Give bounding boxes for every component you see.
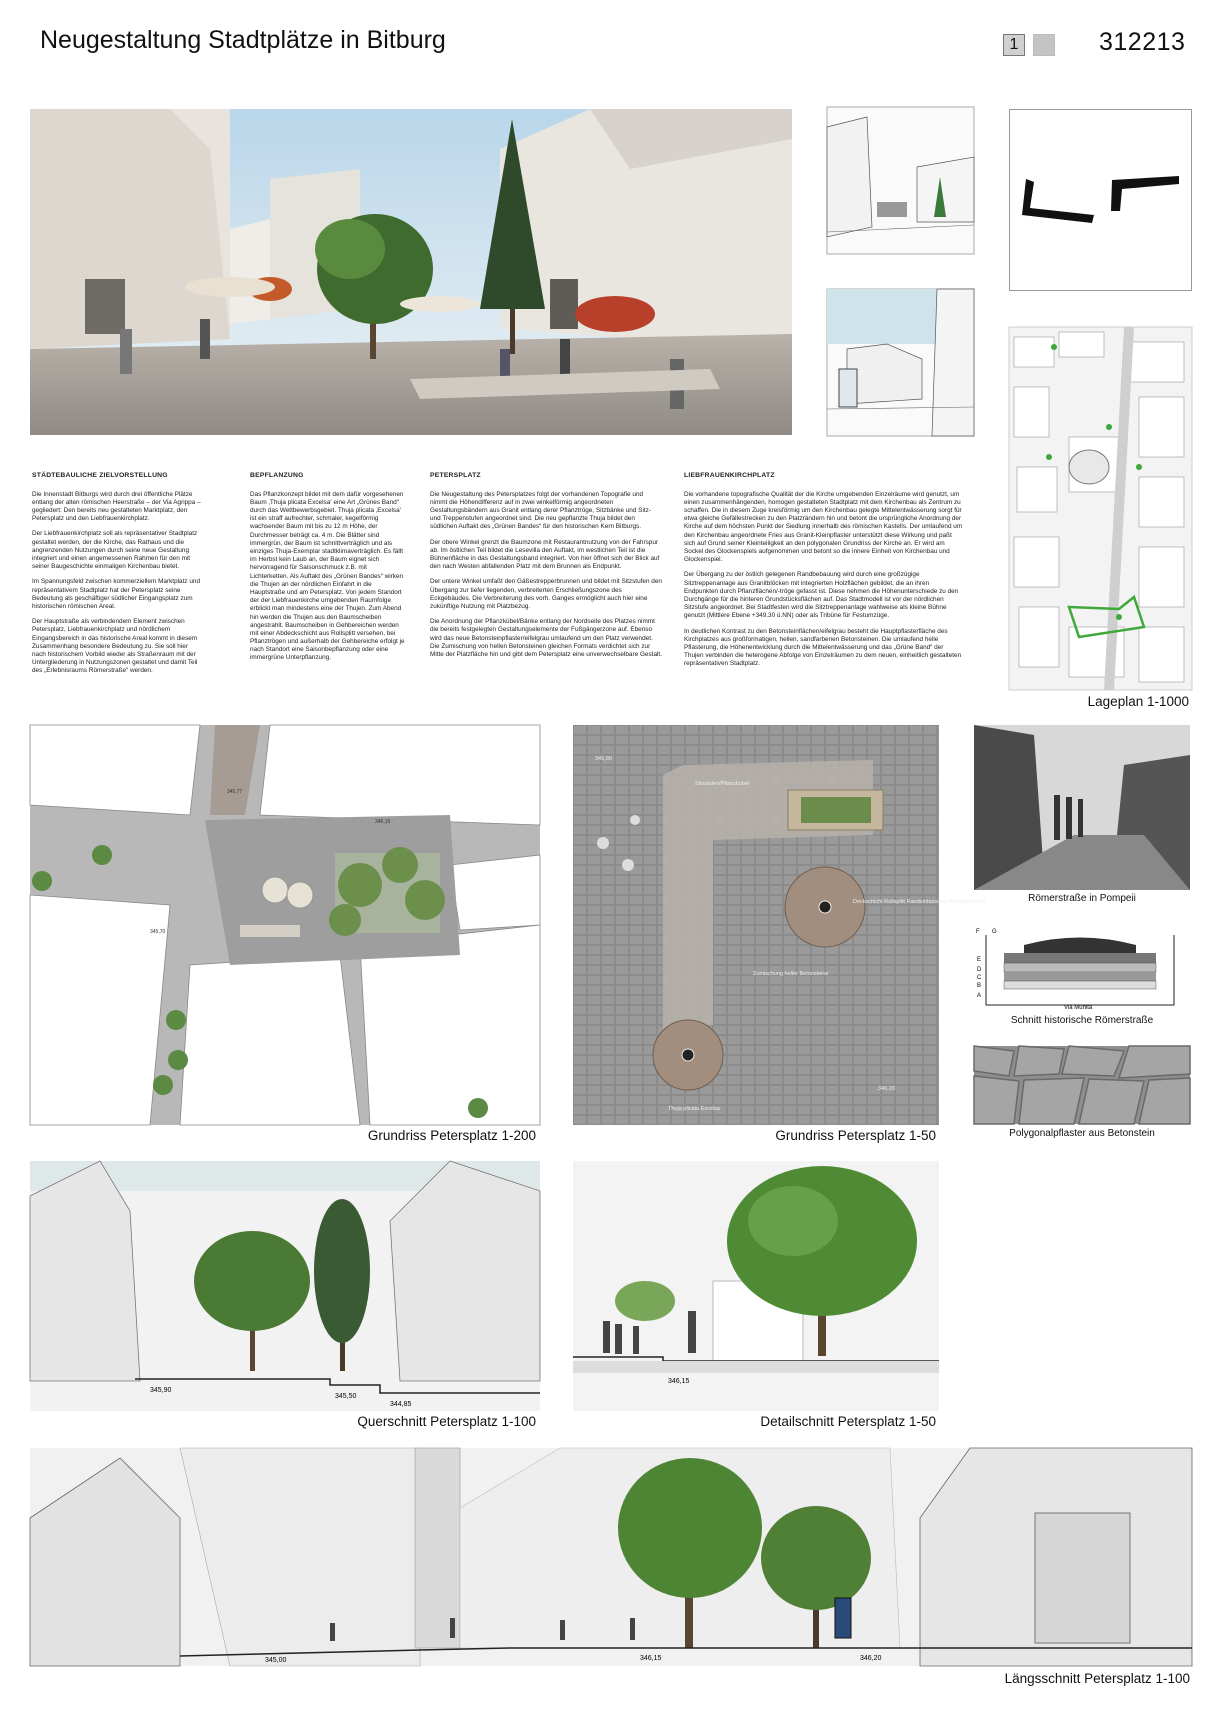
via-munita-label: Via Munita — [1064, 1005, 1093, 1011]
plan-petersplatz-200 — [30, 725, 540, 1125]
caption-lageplan: Lageplan 1-1000 — [1087, 694, 1189, 709]
elevation-label: 346,15 — [668, 1378, 690, 1385]
section-heading: STÄDTEBAULICHE ZIELVORSTELLUNG — [32, 472, 168, 479]
elevation-label: 346,20 — [860, 1655, 882, 1662]
paragraph: Der untere Winkel umfaßt den Gäßestrepperbrunnen und bildet mit Sitzstufen den Übergang zur tiefer liegenden, verbreiterten Erschließungszone des Eckgebäudes. Die Verbreiterung des vorh. Ganges ermöglicht auch hier eine zukünftige Nutzung mit Platzbezug. — [430, 578, 662, 610]
photo-polygonalpflaster — [974, 1046, 1190, 1124]
hero-rendering — [30, 109, 792, 435]
paragraph: Der Hauptstraße als verbindendem Element zwischen Petersplatz, Liebfrauenkirchplatz und nördlichem Eingangsbereich in das historische Areal kommt in diesem Zusammenhang besondere Bedeutung zu. Sie soll hier nach historischem Vorbild wieder als Straßenraum mit der Untergliederung in Nutzungszonen gestaltet und damit Teil des „Erlebnisraums Römerstraße“ werden. — [32, 618, 198, 675]
paragraph: Der Übergang zu der östlich gelegenen Randbebauung wird durch eine großzügige Sitztreppenanlage aus Granitblöcken mit integrierten Holzflächen gebildet, die an ihren Endpunkten durch Pflanzflächen/-tröge gefasst ist. Diese nehmen die Höhenunterschiede zu den Durchgänge für die hinteren Grundstücksflächen auf. Das Stadtmodell ist vor der nördlichen Sitzstufe angeordnet. Bei Stadtfesten wird die Sitztreppenanlage wahlweise als kleine Bühne genutzt (Mittlere Ebene +349.30 ü.NN) oder als Tribüne für Festumzüge. — [684, 571, 959, 620]
paragraph: Der Liebfrauenkirchplatz soll als repräsentativer Stadtplatz gestaltet werden, der die Kirche, das Rathaus und die angrenzenden Nutzungen durch seine neue Gestaltung integriert und einen angemessenen Rahmen für den mit seiner Baugeschichte einmaligen Kirchenbau bietet. — [32, 530, 198, 571]
section-letter: C — [977, 975, 982, 981]
text-col-bepflanzung — [250, 472, 405, 670]
section-heading: PETERSPLATZ — [430, 472, 481, 479]
text-col-liebfrauenkirchplatz — [684, 472, 964, 675]
paragraph: Die Anordnung der Pflanzkübel/Bänke entlang der Nordseite des Platzes nimmt die bereits festgelegten Gestaltungselemente der Fußgängerzone auf. Ebenso wird das neue Betonsteinpflaster/eifelgrau umlaufend um den Platz verwendet. Die Zumischung von hellen Betonsteinen gleichen Formats verdichtet sich zur Mitte der Platzfläche hin und gibt dem Petersplatz eine unverwechselbare Gestalt. — [430, 618, 662, 658]
caption-schnitt-historisch: Schnitt historische Römerstraße — [1010, 1015, 1154, 1026]
page-indicator-current: 1 — [1003, 34, 1025, 56]
plan-label: Deckschicht Rollsplitt Randeinfassung Flachstahlband — [853, 899, 986, 905]
section-letter: B — [977, 983, 982, 989]
elevation-label: 346,15 — [640, 1655, 662, 1662]
paragraph: Der obere Winkel grenzt die Baumzone mit Restaurantnutzung von der Fahrspur ab. Im östlichen Teil bildet die Lesevilla den Auftakt, im westlichen Teil ist die Bühnenfläche in das Gestaltungsband integriert. Von hier öffnet sich der Blick auf den nach Westen abfallenden Platz mit dem Brunnen als Endpunkt. — [430, 538, 660, 571]
site-plan — [1009, 327, 1192, 690]
section-letter: A — [977, 993, 982, 999]
elevation-label: 345,90 — [150, 1387, 172, 1394]
caption-grundriss-200: Grundriss Petersplatz 1-200 — [367, 1128, 536, 1143]
section-longitudinal-100 — [30, 1448, 1192, 1666]
elevation-label: 346,20 — [878, 1086, 895, 1092]
plan-petersplatz-50 — [573, 725, 986, 1125]
pictogram-brackets — [1009, 109, 1192, 291]
plan-label: Zumischung heller Betonsteine — [753, 971, 829, 977]
paragraph: Das Pflanzkonzept bildet mit dem dafür vorgesehenen Baum ‚Thuja plicata Excelsa‘ eine Art „Grünes Band“ durch das Wettbewerbsgebiet. Thuja plicata ‚Excelsa‘ ist ein straff aufrechter, schmaler, kegelförmig wachsender Baum mit bis zu 12 m Höhe, der Durchmesser beträgt ca. 4 m. Die Blätter sind immergrün, der Baum ist schnittverträglich und als einziges Thuja-Exemplar stadtklimaverträglich. Es fällt im Herbst kein Laub an, der Baum eignet sich hervorragend für Saisonschmuck z.B. mit Lichterketten. Als Auftakt des „Grünen Bandes“ wirken die Thujen an der nördlichen Einfahrt in die Hauptstraße und am Petersplatz. Von jedem Standort der der Liebfrauenkirche umgebenden Raumfolge erblickt man mindestens eine der Thujen. Zum Abend hin werden die Thujen aus den Baumscheiben angestrahlt. Baumscheiben in Gehbereichen werden mit einer Abdeckschicht aus Rollsplitt versehen, bei Pflanztrögen und außerhalb der Gehbereiche erfolgt je nach Standort eine Saisonbepflanzung oder eine immergrüne Unterpflanzung. — [250, 490, 405, 662]
sketch-view-2 — [827, 289, 974, 436]
paragraph: Die Neugestaltung des Petersplatzes folgt der vorhandenen Topografie und nimmt die Höhendifferenz auf in zwei winkelförmig angeordneten Gestaltungsbändern aus Granit entlang derer Pflanztröge, Sitzbänke und Sitz- und Treppenstufen angeordnet sind. Die neu gepflanzte Thuja bildet den südlichen Auftakt des „Grünen Bandes“ für den historischen Kern Bitburgs. — [430, 490, 651, 531]
section-letter: E — [977, 957, 982, 963]
caption-roemerstrasse: Römerstraße in Pompeii — [1028, 893, 1136, 904]
elevation-label: 345,70 — [150, 929, 166, 935]
section-letter: G — [992, 929, 997, 935]
elevation-label: 345,90 — [595, 756, 612, 762]
paragraph: Die vorhandene topografische Qualität der die Kirche umgebenden Einzelräume wird genutzt, um einen zusammenhängenden, homogen gestalteten Stadtplatz mit dem Kirchenbau als Zentrum zu schaffen. Die in diesem Zuge kreisförmig um den Kirchenbau gelegte Mittelentwässerung sorgt für etwa gleiche Gefällestrecken zu den Platzrändern hin und betont die ursprüngliche Anordnung der Kirche auf dem höchsten Punkt der Siedlung innerhalb des römischen Kastells. Der umlaufend um den Kirchenbau angeordnete Fries aus Granit-Kleinpflaster unterstützt diese Wirkung und paßt sich auf Grund seiner Kleinteiligkeit an den polygonalen Grundriss der Kirche an. Er wird am Sockel des Glockenspiels aufgenommen und betont so die innere Einheit von Kirchenbau und Glockenspiel. — [684, 490, 963, 564]
photo-roemerstrasse — [974, 725, 1190, 890]
elevation-label: 345,77 — [227, 789, 243, 795]
paragraph: Im Spannungsfeld zwischen kommerziellem Marktplatz und repräsentativem Stadtplatz hat der Petersplatz seine Bedeutung als geschäftiger südlicher Eingangsplatz zum historischen römischen Areal. — [32, 578, 201, 610]
elevation-label: 345,00 — [265, 1657, 287, 1664]
caption-polygonalpflaster: Polygonalpflaster aus Betonstein — [1009, 1128, 1155, 1139]
section-roman-road — [974, 925, 1190, 1010]
section-heading: BEPFLANZUNG — [250, 472, 304, 479]
plan-label: Thuja plicata Excelsa — [668, 1106, 720, 1112]
paragraph: In deutlichen Kontrast zu den Betonsteinflächen/eifelgrau besteht die Hauptpflasterfläche des Kirchplatzes aus großformatigen, hellen, sandfarbenen Betonsteinen. Die umlaufend helle Pflasterung, die Höhenentwicklung durch die Mittelentwässerung und das „Grüne Band“ der Thujen verbinden die heterogene Abfolge von Einzelräumen zu dem neuen, einheitlich gestalteten repräsentativen Stadtplatz. — [684, 627, 962, 668]
section-letter: F — [976, 929, 980, 935]
caption-querschnitt: Querschnitt Petersplatz 1-100 — [357, 1414, 536, 1429]
section-detail-50 — [573, 1161, 939, 1411]
plan-label: Sitzstufen/Pflanzkübel — [695, 781, 750, 787]
elevation-label: 346,15 — [375, 819, 391, 825]
text-col-petersplatz — [430, 472, 662, 666]
page-title: Neugestaltung Stadtplätze in Bitburg — [40, 26, 446, 54]
sketch-view-1 — [827, 107, 974, 254]
paragraph: Die Innenstadt Bitburgs wird durch drei öffentliche Plätze entlang der alten römischen Heerstraße – der Via Agrippa – gegliedert: Den bereits neu gestalteten Marktplatz, den Petersplatz und den Liebfrauenkirchplatz. — [32, 490, 201, 523]
section-letter: D — [977, 967, 982, 973]
caption-grundriss-50: Grundriss Petersplatz 1-50 — [775, 1128, 936, 1143]
text-col-zielvorstellung — [32, 472, 202, 682]
caption-laengsschnitt: Längsschnitt Petersplatz 1-100 — [1004, 1671, 1190, 1686]
competition-number: 312213 — [1099, 28, 1186, 56]
caption-detailschnitt: Detailschnitt Petersplatz 1-50 — [760, 1414, 936, 1429]
section-heading: LIEBFRAUENKIRCHPLATZ — [684, 472, 775, 479]
elevation-label: 344,85 — [390, 1401, 412, 1408]
elevation-label: 345,50 — [335, 1393, 357, 1400]
page-indicator-next — [1033, 34, 1055, 56]
section-cross-100 — [30, 1161, 540, 1411]
